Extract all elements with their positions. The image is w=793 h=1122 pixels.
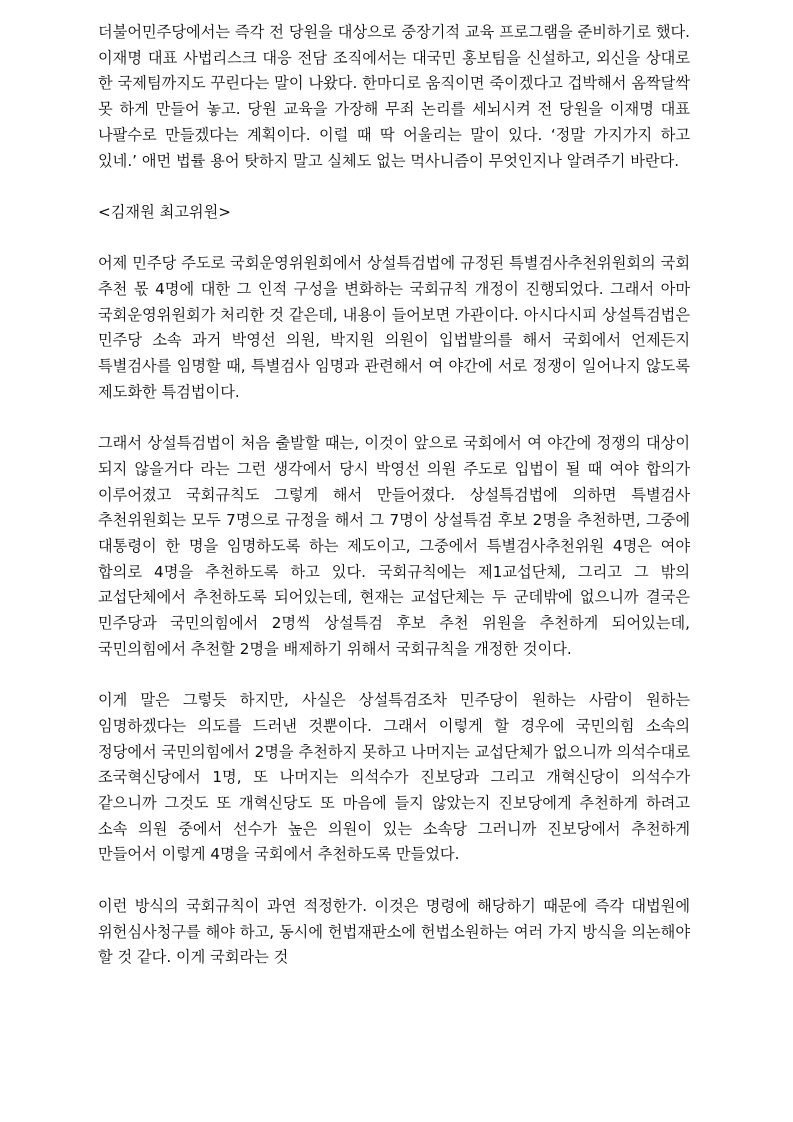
document-page xyxy=(98,20,690,971)
paragraph-gap xyxy=(98,226,690,252)
paragraph-3: 그래서 상설특검법이 처음 출발할 때는, 이것이 앞으로 국회에서 여 야간에 정쟁의 대상이 되지 않을거다 라는 그런 생각에서 당시 박영선 의원 주도로 입법이 될 때 여야 합의가 이루어졌고 국회규칙도 그렇게 해서 만들어졌다. 상설특검법에 의하면 특별검사 추천위원회는 모두 7명으로 규정을 해서 그 7명이 상설특검 후보 2명을 추천하면, 그중에 대통령이 한 명을 임명하도록 하는 제도이고, 그중에서 특별검사추천위원 4명은 여야 합의로 4명을 추천하도록 하고 있다. 국회규칙에는 제1교섭단체, 그리고 그 밖의 교섭단체에서 추천하도록 되어있는데, 현재는 교섭단체는 두 군데밖에 없으니까 결국은 민주당과 국민의힘에서 2명씩 상설특검 후보 추천 위원을 추천하게 되어있는데, 국민의힘에서 추천할 2명을 배제하기 위해서 국회규칙을 개정한 것이다. xyxy=(98,434,690,658)
paragraph-2: 어제 민주당 주도로 국회운영위원회에서 상설특검법에 규정된 특별검사추천위원회의 국회 추천 몫 4명에 대한 그 인적 구성을 변화하는 국회규칙 개정이 진행되었다. 그래서 아마 국회운영위원회가 처리한 것 같은데, 내용이 들어보면 가관이다. 아시다시피 상설특검법은 민주당 소속 과거 박영선 의원, 박지원 의원이 입법발의를 해서 국회에서 언제든지 특별검사를 임명할 때, 특별검사 임명과 관련해서 여 야간에 서로 정쟁이 일어나지 않도록 제도화한 특검법이다. xyxy=(98,254,690,401)
paragraph-5: 이런 방식의 국회규칙이 과연 적정한가. 이것은 명령에 해당하기 때문에 즉각 대법원에 위헌심사청구를 해야 하고, 동시에 헌법재판소에 헌법소원하는 여러 가지 방식을 의논해야 할 것 같다. 이게 국회라는 것 xyxy=(98,896,690,967)
paragraph-gap xyxy=(98,406,690,432)
paragraph-4: 이게 말은 그렇듯 하지만, 사실은 상설특검조차 민주당이 원하는 사람이 원하는 임명하겠다는 의도를 드러낸 것뿐이다. 그래서 이렇게 할 경우에 국민의힘 소속의 정당에서 국민의힘에서 2명을 추천하지 못하고 나머지는 교섭단체가 없으니까 의석수대로 조국혁신당에서 1명, 또 나머지는 의석수가 진보당과 그리고 개혁신당이 의석수가 같으니까 그것도 또 개혁신당도 또 마음에 들지 않았는지 진보당에게 추천하게 하려고 소속 의원 중에서 선수가 높은 의원이 있는 소속당 그러니까 진보당에서 추천하게 만들어서 이렇게 4명을 국회에서 추천하도록 만들었다. xyxy=(98,691,690,864)
paragraph-gap xyxy=(98,868,690,894)
paragraph-gap xyxy=(98,663,690,689)
paragraph-1: 더불어민주당에서는 즉각 전 당원을 대상으로 중장기적 교육 프로그램을 준비하기로 했다. 이재명 대표 사법리스크 대응 전담 조직에서는 대국민 홍보팀을 신설하고, 외신을 상대로 한 국제팀까지도 꾸린다는 말이 나왔다. 한마디로 움직이면 죽이겠다고 겁박해서 옴짝달싹 못 하게 만들어 놓고. 당원 교육을 가장해 무죄 논리를 세뇌시켜 전 당원을 이재명 대표 나팔수로 만들겠다는 계획이다. 이럴 때 딱 어울리는 말이 있다. ‘정말 가지가지 하고 있네.’ 애먼 법률 용어 탓하지 말고 실체도 없는 먹사니즘이 무엇인지나 알려주기 바란다. xyxy=(98,23,690,170)
paragraph-gap xyxy=(98,174,690,200)
speaker-heading: <김재원 최고위원> xyxy=(98,202,231,221)
